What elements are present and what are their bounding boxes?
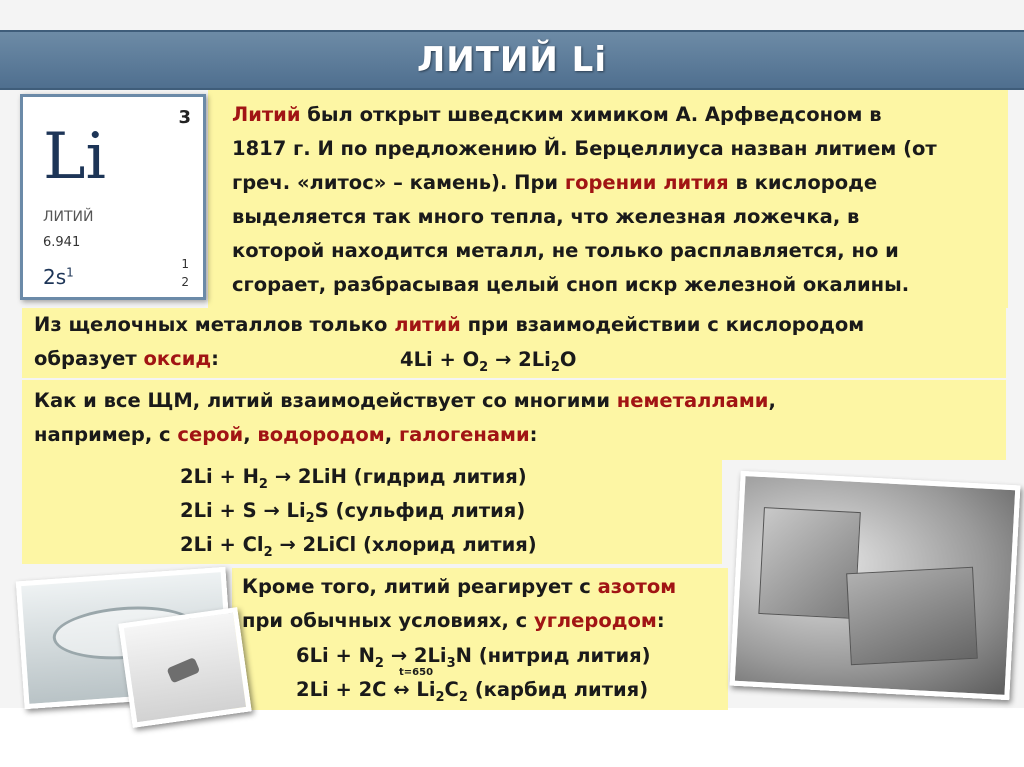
element-symbol: Li bbox=[43, 120, 106, 194]
p2-line1: Из щелочных металлов только литий при взаимодействии с кислородом bbox=[34, 313, 865, 336]
lithium-piece bbox=[166, 657, 200, 683]
p2-line2: образует оксид: bbox=[34, 347, 219, 370]
p3-line1: Как и все ЩМ, литий взаимодействует со многими неметаллами, bbox=[34, 389, 776, 412]
slide-title: ЛИТИЙ Li bbox=[417, 40, 607, 80]
eq-chloride: $2Li + Cl_2$ → 2LiCl (хлорид лития) bbox=[180, 533, 537, 560]
electron-shells: 1 2 bbox=[181, 257, 189, 289]
reaction-condition: t=650 bbox=[399, 667, 434, 678]
eq-oxide: $4Li + O_2 \to 2Li_2O$ bbox=[400, 348, 577, 375]
metal-chunk bbox=[758, 507, 860, 619]
atomic-mass: 6.941 bbox=[43, 235, 81, 250]
p3-line2: например, с серой, водородом, галогенами: bbox=[34, 423, 538, 446]
electron-config: $2s^1$ bbox=[43, 265, 74, 289]
p1-line6: сгорает, разбрасывая целый сноп искр железной окалины. bbox=[232, 273, 910, 296]
eq-nitride: $6Li + N_2 \to 2Li_3N$ (нитрид лития) bbox=[296, 644, 651, 671]
title-bar bbox=[0, 30, 1024, 90]
p1-line3: греч. «литос» – камень). При горении лития в кислороде bbox=[232, 171, 878, 194]
eq-hydride: $2Li + H_2 \to 2LiH$ (гидрид лития) bbox=[180, 465, 527, 492]
metal-chunk bbox=[846, 567, 978, 666]
p1-line4: выделяется так много тепла, что железная ложечка, в bbox=[232, 205, 860, 228]
p1-line5: которой находится металл, не только расплавляется, но и bbox=[232, 239, 899, 262]
eq-sulfide: $2Li + S \to Li_2S$ (сульфид лития) bbox=[180, 499, 526, 526]
lithium-sample-photo bbox=[118, 607, 251, 728]
eq-carbide: 2Li + 2C ↔ $Li_2C_2$ (карбид лития) bbox=[296, 678, 649, 705]
p4-line2: при обычных условиях, с углеродом: bbox=[242, 609, 665, 632]
atomic-number: 3 bbox=[178, 107, 191, 128]
p1-line1: Литий был открыт шведским химиком А. Арфведсоном в bbox=[232, 103, 882, 126]
p1-line2: 1817 г. И по предложению Й. Берцеллиуса назван литием (от bbox=[232, 137, 937, 160]
p4-line1: Кроме того, литий реагирует с азотом bbox=[242, 575, 677, 598]
element-card bbox=[20, 94, 206, 300]
element-name: ЛИТИЙ bbox=[43, 209, 94, 225]
lithium-metal-photo bbox=[730, 471, 1021, 700]
